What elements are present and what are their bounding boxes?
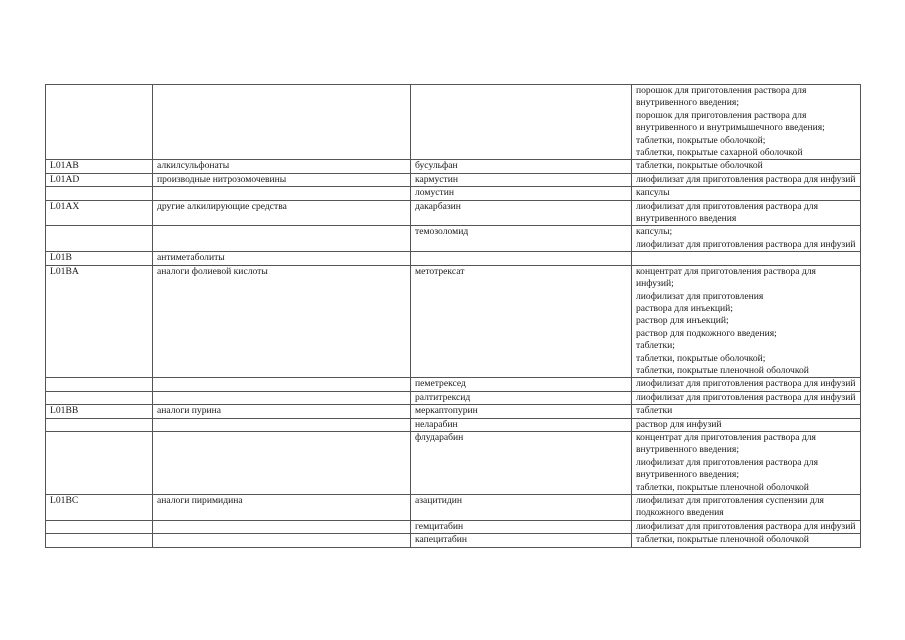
atc-code-cell xyxy=(46,378,153,391)
drug-name-cell: метотрексат xyxy=(411,265,632,378)
dosage-form-line: концентрат для приготовления раствора для внутривенного введения; xyxy=(636,431,816,456)
table-row xyxy=(46,252,861,265)
drug-name-cell xyxy=(411,252,632,265)
dosage-form-line: раствора для инъекций; xyxy=(636,302,733,314)
dosage-forms-cell xyxy=(632,85,861,160)
drug-name-cell: неларабин xyxy=(411,418,632,431)
drug-name-cell: капецитабин xyxy=(411,534,632,547)
pharmacological-group-cell: другие алкилирующие средства xyxy=(153,200,411,226)
atc-code-cell xyxy=(46,187,153,200)
dosage-forms-cell xyxy=(632,378,861,391)
dosage-form-line: таблетки, покрытые сахарной оболочкой xyxy=(636,147,803,159)
drug-name-cell: пеметрексед xyxy=(411,378,632,391)
dosage-forms-cell xyxy=(632,226,861,252)
table-row xyxy=(46,160,861,173)
dosage-form-line: лиофилизат для приготовления раствора для инфузий xyxy=(636,238,856,250)
table-body xyxy=(46,85,861,548)
atc-code-cell: L01AX xyxy=(46,200,153,226)
atc-code-cell xyxy=(46,431,153,494)
table-row xyxy=(46,391,861,404)
dosage-forms-cell xyxy=(632,520,861,533)
dosage-form-line: таблетки, покрытые оболочкой xyxy=(636,160,763,172)
table-row xyxy=(46,226,861,252)
pharmacological-group-cell xyxy=(153,431,411,494)
dosage-form-line: таблетки, покрытые оболочкой; xyxy=(636,352,766,364)
pharmacological-group-cell xyxy=(153,226,411,252)
table-row xyxy=(46,405,861,418)
drug-name-cell: бусульфан xyxy=(411,160,632,173)
dosage-form-line: капсулы xyxy=(636,187,670,199)
dosage-form-line: лиофилизат для приготовления суспензии для подкожного введения xyxy=(636,495,824,519)
dosage-form-line: таблетки, покрытые пленочной оболочкой xyxy=(636,481,809,493)
atc-code-cell xyxy=(46,418,153,431)
dosage-form-line: порошок для приготовления раствора для внутривенного введения; xyxy=(636,85,807,109)
dosage-forms-cell xyxy=(632,200,861,226)
dosage-form-line: лиофилизат для приготовления раствора для инфузий xyxy=(636,391,856,403)
drug-name-cell: ралтитрексид xyxy=(411,391,632,404)
table-row xyxy=(46,378,861,391)
drug-name-cell xyxy=(411,85,632,160)
dosage-forms-cell xyxy=(632,252,861,265)
table-row xyxy=(46,495,861,521)
dosage-form-line: раствор для инфузий xyxy=(636,418,722,430)
dosage-form-line: таблетки, покрытые оболочкой; xyxy=(636,134,766,146)
dosage-form-line: концентрат для приготовления раствора для инфузий; xyxy=(636,265,816,290)
dosage-forms-cell xyxy=(632,495,861,521)
dosage-form-line: таблетки, покрытые пленочной оболочкой xyxy=(636,534,809,546)
dosage-form-line: таблетки xyxy=(636,405,673,417)
pharmacological-group-cell: производные нитрозомочевины xyxy=(153,173,411,186)
atc-code-cell xyxy=(46,520,153,533)
pharmacological-group-cell: аналоги фолиевой кислоты xyxy=(153,265,411,378)
pharmacological-group-cell xyxy=(153,391,411,404)
dosage-form-line: лиофилизат для приготовления раствора для внутривенного введения; xyxy=(636,456,818,481)
dosage-forms-cell xyxy=(632,265,861,378)
drug-name-cell: меркаптопурин xyxy=(411,405,632,418)
drug-name-cell: кармустин xyxy=(411,173,632,186)
atc-code-cell: L01BB xyxy=(46,405,153,418)
drug-name-cell: азацитидин xyxy=(411,495,632,521)
dosage-form-line: лиофилизат для приготовления xyxy=(636,290,764,302)
drug-name-cell: гемцитабин xyxy=(411,520,632,533)
atc-code-cell: L01BA xyxy=(46,265,153,378)
dosage-form-line: таблетки; xyxy=(636,340,675,352)
atc-code-cell xyxy=(46,85,153,160)
pharmacological-group-cell: аналоги пурина xyxy=(153,405,411,418)
drug-name-cell: дакарбазин xyxy=(411,200,632,226)
atc-code-cell xyxy=(46,226,153,252)
table-row xyxy=(46,265,861,378)
table-row xyxy=(46,173,861,186)
dosage-form-line: таблетки, покрытые пленочной оболочкой xyxy=(636,364,809,376)
dosage-form-line: порошок для приготовления раствора для внутривенного и внутримышечного введения; xyxy=(636,109,825,134)
pharmacological-group-cell: алкилсульфонаты xyxy=(153,160,411,173)
dosage-form-line: лиофилизат для приготовления раствора для инфузий xyxy=(636,520,856,532)
dosage-forms-cell xyxy=(632,431,861,494)
table-row xyxy=(46,418,861,431)
dosage-forms-cell xyxy=(632,160,861,173)
dosage-forms-cell xyxy=(632,391,861,404)
dosage-form-line: лиофилизат для приготовления раствора для внутривенного введения xyxy=(636,200,818,225)
table-row xyxy=(46,200,861,226)
pharmacological-group-cell: антиметаболиты xyxy=(153,252,411,265)
dosage-form-line: капсулы; xyxy=(636,226,673,238)
dosage-form-line: лиофилизат для приготовления раствора для инфузий xyxy=(636,378,856,390)
table-row xyxy=(46,85,861,160)
atc-code-cell: L01AB xyxy=(46,160,153,173)
dosage-form-line: лиофилизат для приготовления раствора для инфузий xyxy=(636,173,856,185)
drug-name-cell: темозоломид xyxy=(411,226,632,252)
atc-code-cell: L01BC xyxy=(46,495,153,521)
table-row xyxy=(46,187,861,200)
pharmacological-group-cell xyxy=(153,534,411,547)
drug-name-cell: флударабин xyxy=(411,431,632,494)
dosage-forms-cell xyxy=(632,187,861,200)
atc-code-cell: L01AD xyxy=(46,173,153,186)
pharmacological-group-cell xyxy=(153,418,411,431)
dosage-forms-cell xyxy=(632,173,861,186)
dosage-forms-cell xyxy=(632,418,861,431)
atc-code-cell xyxy=(46,391,153,404)
table-row xyxy=(46,520,861,533)
pharmacological-group-cell xyxy=(153,378,411,391)
drug-classification-table xyxy=(45,84,861,548)
pharmacological-group-cell xyxy=(153,187,411,200)
pharmacological-group-cell: аналоги пиримидина xyxy=(153,495,411,521)
table-row xyxy=(46,431,861,494)
atc-code-cell: L01B xyxy=(46,252,153,265)
pharmacological-group-cell xyxy=(153,85,411,160)
drug-name-cell: ломустин xyxy=(411,187,632,200)
dosage-forms-cell xyxy=(632,405,861,418)
dosage-form-line: раствор для инъекций; xyxy=(636,315,729,327)
pharmacological-group-cell xyxy=(153,520,411,533)
table-row xyxy=(46,534,861,547)
dosage-forms-cell xyxy=(632,534,861,547)
atc-code-cell xyxy=(46,534,153,547)
dosage-form-line: раствор для подкожного введения; xyxy=(636,327,777,339)
